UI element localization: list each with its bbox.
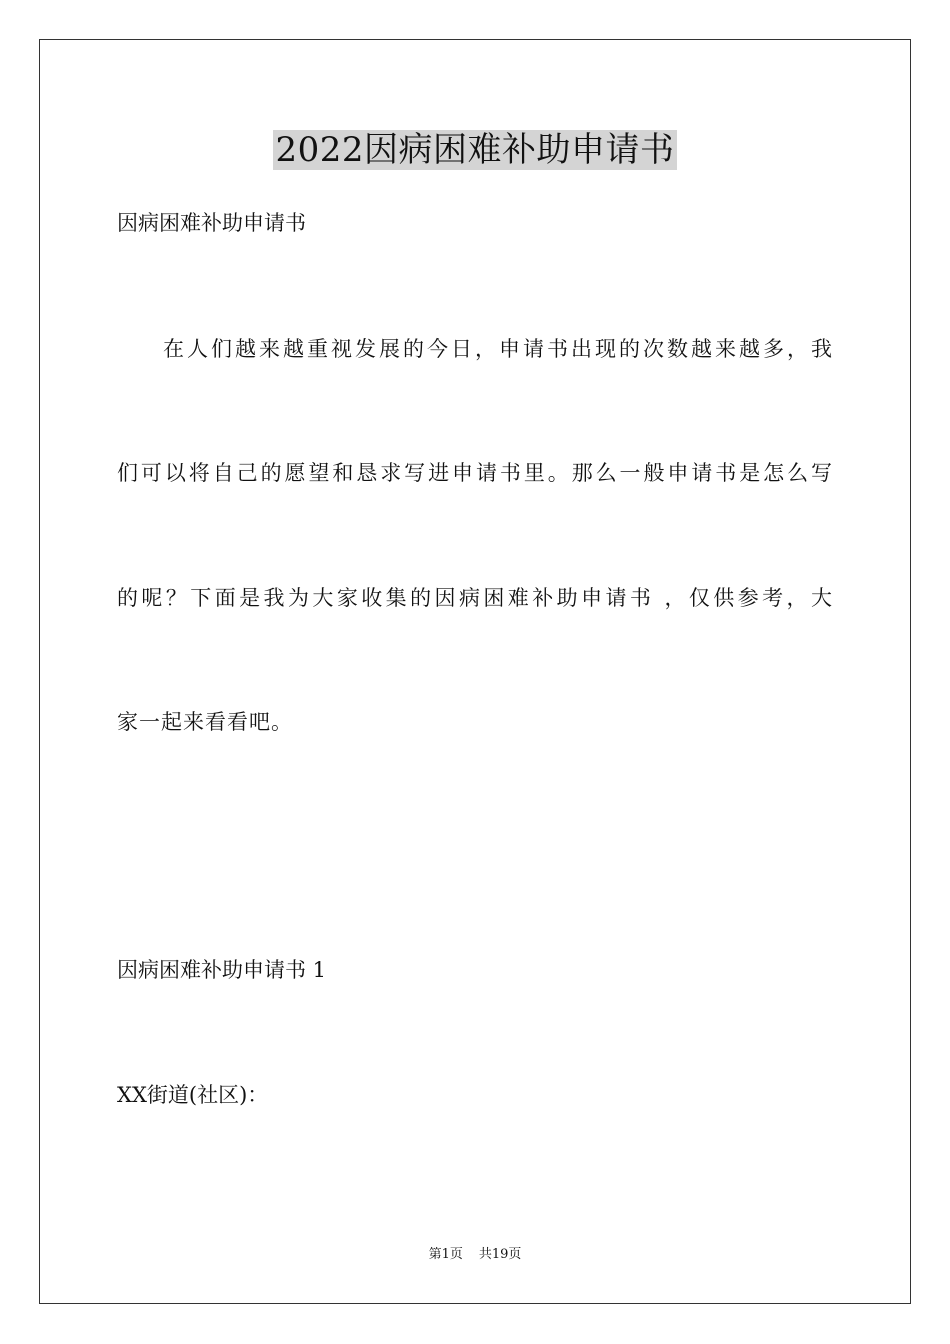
paragraph-line-2: 们可以将自己的愿望和恳求写进申请书里。那么一般申请书是怎么写 [117,461,833,485]
section-heading: 因病困难补助申请书 1 [117,958,327,982]
page-footer [0,1246,950,1264]
document-title [0,128,950,172]
document-title-text: 2022因病困难补助申请书 [275,130,675,170]
paragraph-line-4: 家一起来看看吧。 [117,710,293,734]
page-total: 共19页 [478,1247,522,1262]
document-subtitle: 因病困难补助申请书 [117,211,306,235]
paragraph-line-1: 在人们越来越重视发展的今日，申请书出现的次数越来越多，我 [163,337,833,361]
salutation: XX街道(社区)： [117,1083,269,1107]
paragraph-line-3: 的呢？下面是我为大家收集的因病困难补助申请书 ，仅供参考，大 [117,586,833,610]
page-number: 第1页 [428,1247,463,1262]
